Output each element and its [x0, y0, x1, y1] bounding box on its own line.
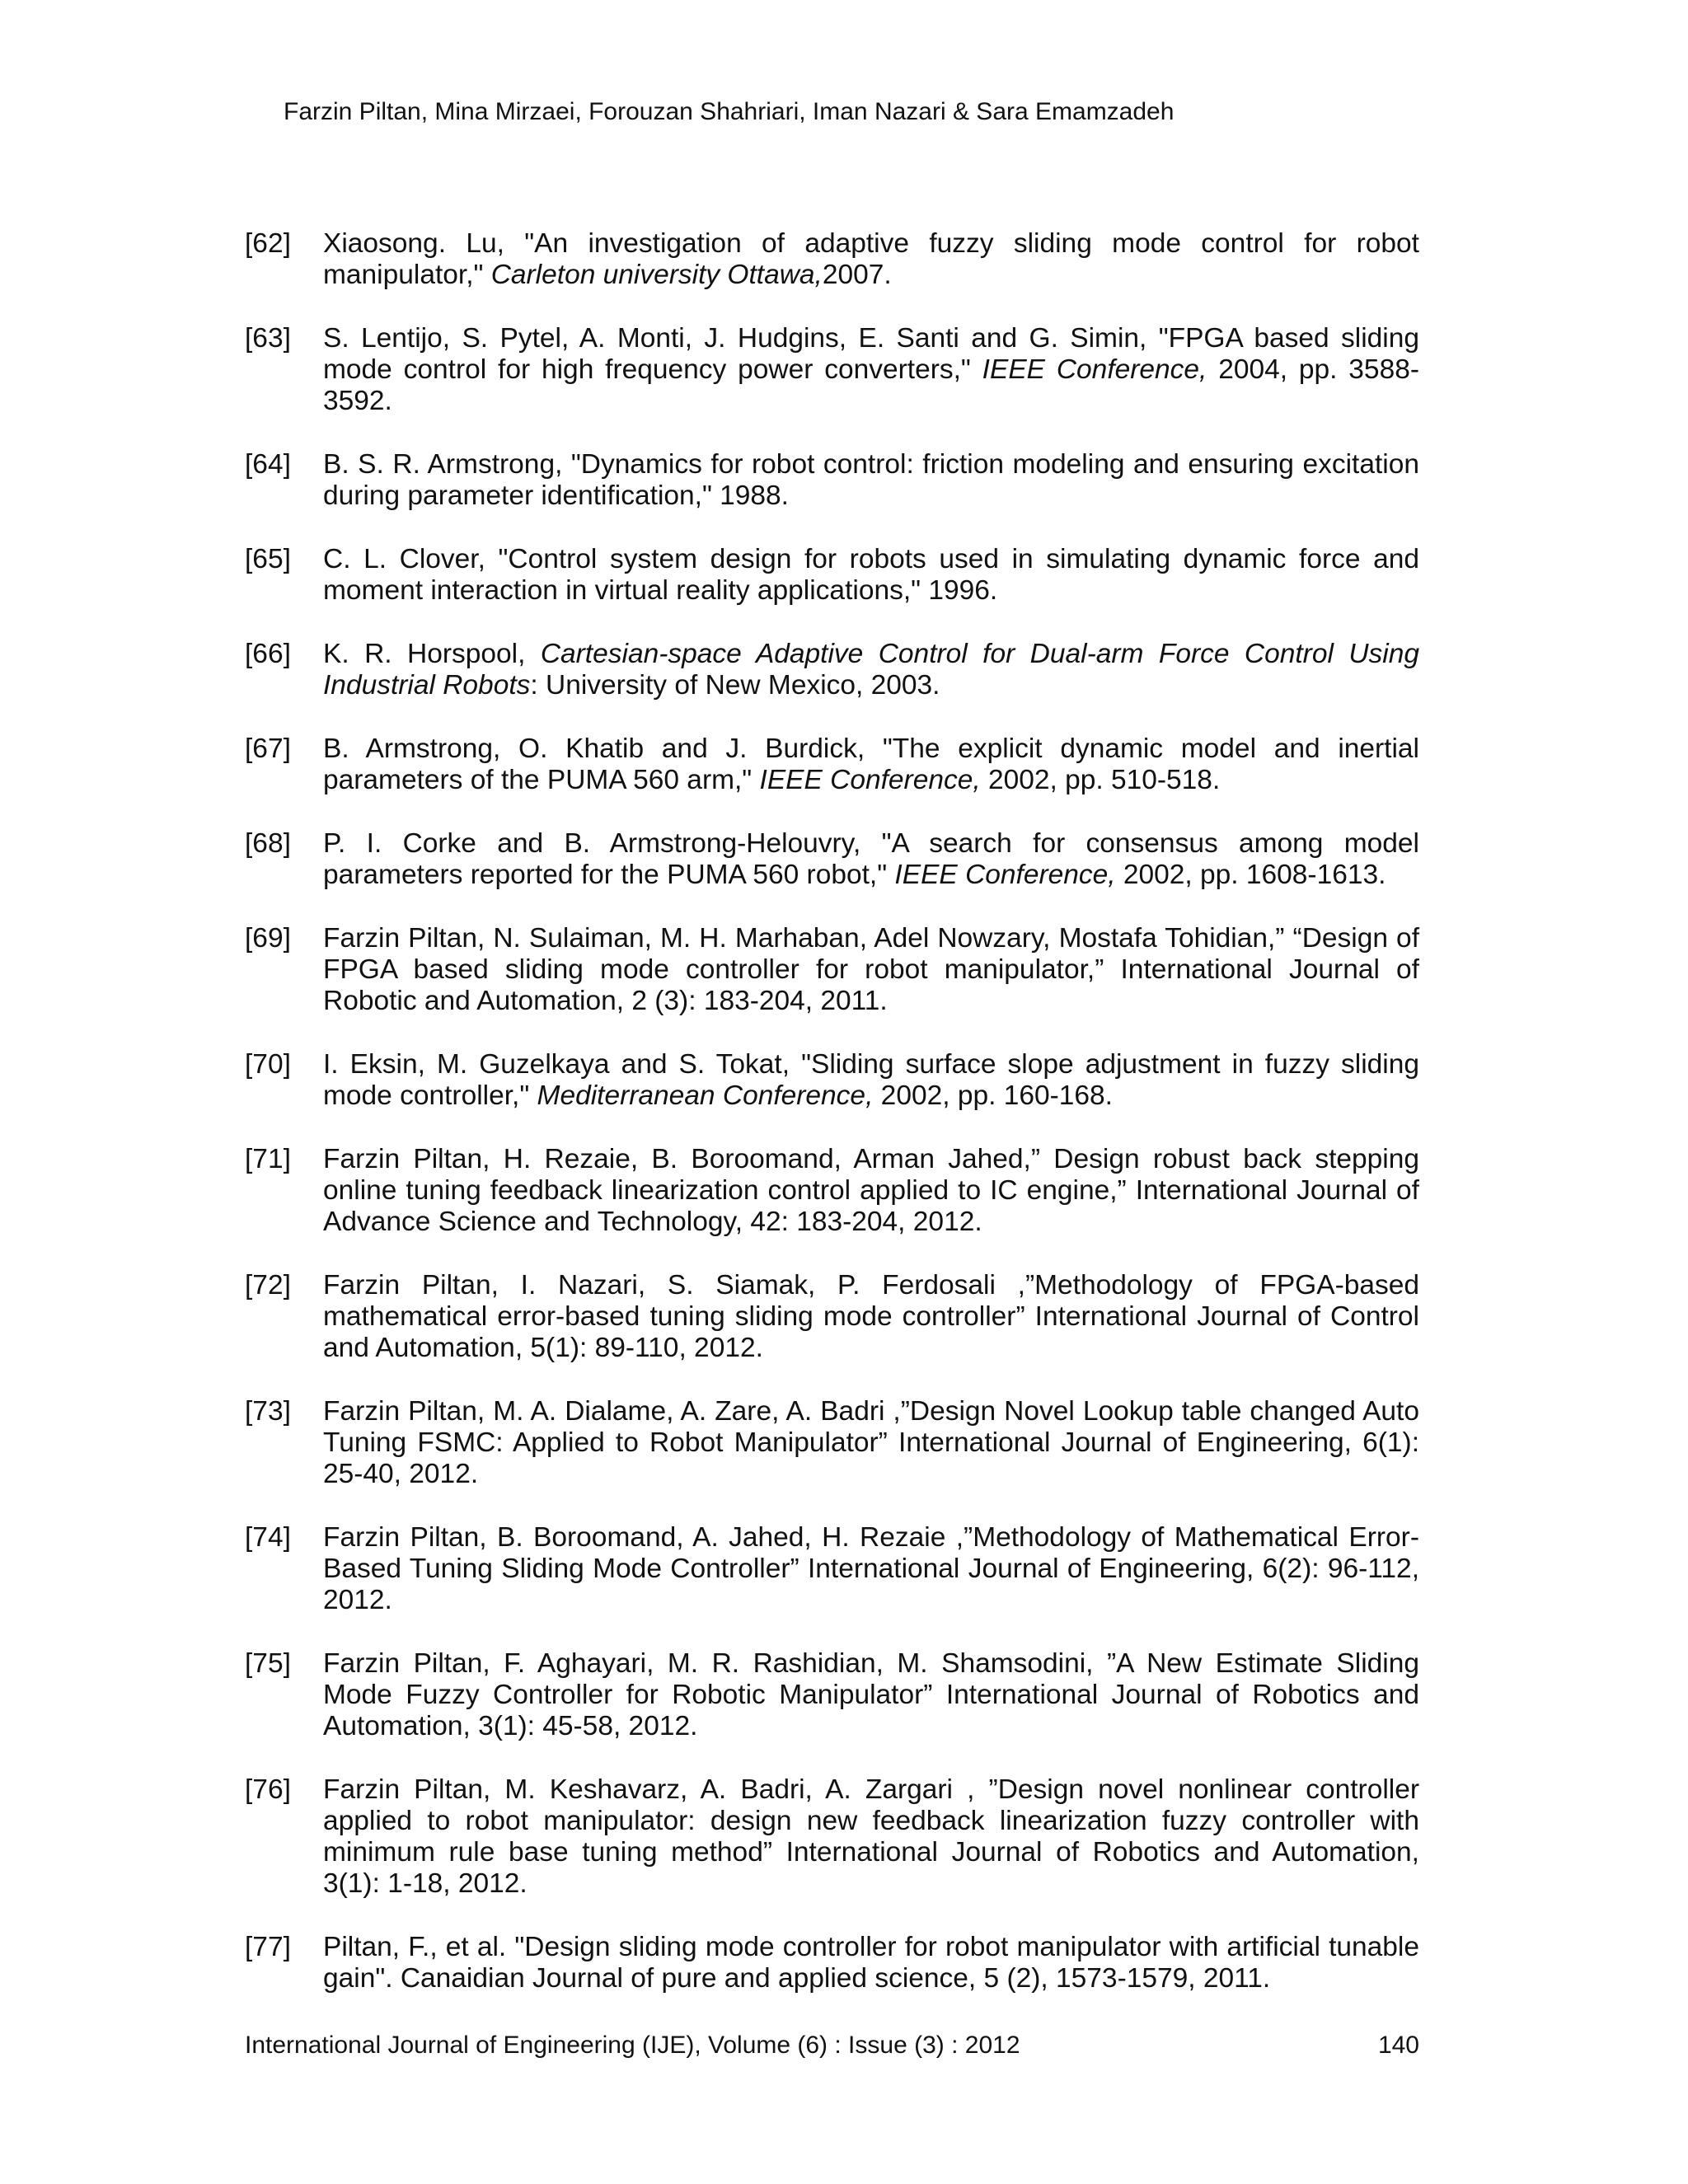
reference-italic-text: IEEE Conference,: [894, 860, 1116, 890]
reference-text: [323, 828, 1419, 891]
running-header: Farzin Piltan, Mina Mirzaei, Forouzan Shahriari, Iman Nazari & Sara Emamzadeh: [284, 98, 1175, 125]
reference-text-run: 2007.: [822, 260, 892, 290]
reference-text: [323, 1522, 1419, 1616]
reference-number: [76]: [245, 1774, 291, 1805]
reference-entry: [245, 1270, 1419, 1364]
reference-entry: [245, 1522, 1419, 1616]
reference-text-run: Farzin Piltan, M. Keshavarz, A. Badri, A. Zargari , ”Design novel nonlinear controller applied to robot manipulator: design new feedback linearization fuzzy controller with minimum rule base tuning method” International Journal of Robotics and Automation, 3(1): 1-18, 2012.: [323, 1774, 1419, 1899]
reference-entry: [245, 544, 1419, 607]
reference-number: [74]: [245, 1522, 291, 1553]
reference-text: [323, 1396, 1419, 1490]
reference-italic-text: Cartesian-space Adaptive Control for Dual-arm Force Control Using Industrial Robots: [323, 639, 1419, 701]
reference-text-run: 2002, pp. 510-518.: [980, 765, 1221, 795]
reference-text-run: K. R. Horspool,: [323, 639, 541, 669]
reference-number: [73]: [245, 1396, 291, 1427]
reference-italic-text: IEEE Conference,: [982, 354, 1207, 385]
page-number: 140: [1377, 2032, 1419, 2059]
reference-text-run: I. Eksin, M. Guzelkaya and S. Tokat, "Sliding surface slope adjustment in fuzzy sliding mode controller,": [323, 1049, 1419, 1111]
page-footer: [245, 2031, 1419, 2060]
reference-text: [323, 228, 1419, 291]
reference-entry: [245, 1049, 1419, 1112]
reference-text-run: S. Lentijo, S. Pytel, A. Monti, J. Hudgins, E. Santi and G. Simin, "FPGA based sliding mode control for high frequency power converters,": [323, 323, 1419, 385]
footer-journal: International Journal of Engineering (IJE), Volume (6) : Issue (3) : 2012: [245, 2032, 1020, 2059]
reference-text-run: Farzin Piltan, N. Sulaiman, M. H. Marhaban, Adel Nowzary, Mostafa Tohidian,” “Design of FPGA based sliding mode controller for robot manipulator,” International Journal of Robotic and Automation, 2 (3): 183-204, 2011.: [323, 923, 1419, 1016]
reference-entry: [245, 228, 1419, 291]
reference-text-run: Farzin Piltan, B. Boroomand, A. Jahed, H. Rezaie ,”Methodology of Mathematical Error-Based Tuning Sliding Mode Controller” International Journal of Engineering, 6(2): 96-112, 2012.: [323, 1522, 1419, 1615]
reference-number: [75]: [245, 1648, 291, 1679]
reference-text-run: P. I. Corke and B. Armstrong-Helouvry, "A search for consensus among model parameters reported for the PUMA 560 robot,": [323, 828, 1419, 890]
reference-number: [68]: [245, 828, 291, 859]
reference-text-run: B. S. R. Armstrong, "Dynamics for robot control: friction modeling and ensuring excitation during parameter identification," 1988.: [323, 449, 1419, 511]
reference-entry: [245, 449, 1419, 512]
reference-number: [62]: [245, 228, 291, 259]
reference-number: [65]: [245, 544, 291, 574]
reference-italic-text: Carleton university Ottawa,: [490, 260, 823, 290]
reference-text-run: Xiaosong. Lu, "An investigation of adaptive fuzzy sliding mode control for robot manipulator,": [323, 228, 1419, 290]
reference-number: [72]: [245, 1270, 291, 1301]
reference-entry: [245, 1774, 1419, 1900]
reference-text: [323, 1049, 1419, 1112]
reference-text: [323, 639, 1419, 701]
reference-entry: [245, 733, 1419, 796]
reference-text-run: 2002, pp. 1608-1613.: [1115, 860, 1386, 890]
reference-text-run: C. L. Clover, "Control system design for robots used in simulating dynamic force and moment interaction in virtual reality applications," 1996.: [323, 544, 1419, 606]
reference-number: [64]: [245, 449, 291, 480]
reference-text-run: Farzin Piltan, H. Rezaie, B. Boroomand, Arman Jahed,” Design robust back stepping online tuning feedback linearization control applied to IC engine,” International Journal of Advance Science and Technology, 42: 183-204, 2012.: [323, 1144, 1419, 1237]
reference-italic-text: IEEE Conference,: [759, 765, 981, 795]
reference-text: [323, 733, 1419, 796]
reference-text: [323, 544, 1419, 607]
reference-text-run: 2002, pp. 160-168.: [873, 1080, 1113, 1111]
reference-number: [77]: [245, 1932, 291, 1962]
reference-text: [323, 1932, 1419, 1994]
reference-number: [70]: [245, 1049, 291, 1080]
reference-text-run: Farzin Piltan, F. Aghayari, M. R. Rashidian, M. Shamsodini, ”A New Estimate Sliding Mode Fuzzy Controller for Robotic Manipulator” International Journal of Robotics and Automation, 3(1): 45-58, 2012.: [323, 1648, 1419, 1741]
reference-entry: [245, 1396, 1419, 1490]
reference-text-run: Piltan, F., et al. "Design sliding mode controller for robot manipulator with artificial tunable gain". Canaidian Journal of pure and applied science, 5 (2), 1573-1579, 2011.: [323, 1932, 1419, 1994]
reference-text-run: : University of New Mexico, 2003.: [530, 670, 940, 701]
reference-number: [69]: [245, 923, 291, 954]
reference-number: [71]: [245, 1144, 291, 1174]
reference-number: [63]: [245, 323, 291, 354]
reference-number: [66]: [245, 639, 291, 669]
reference-text: [323, 1774, 1419, 1900]
reference-text-run: B. Armstrong, O. Khatib and J. Burdick, "The explicit dynamic model and inertial parameters of the PUMA 560 arm,": [323, 733, 1419, 795]
reference-list: [245, 228, 1419, 2027]
reference-entry: [245, 1932, 1419, 1994]
reference-text: [323, 1648, 1419, 1742]
reference-text: [323, 923, 1419, 1017]
reference-text: [323, 323, 1419, 417]
reference-entry: [245, 923, 1419, 1017]
reference-number: [67]: [245, 733, 291, 764]
reference-entry: [245, 828, 1419, 891]
reference-text-run: 2004, pp. 3588-3592.: [323, 354, 1419, 416]
reference-entry: [245, 1648, 1419, 1742]
reference-text-run: Farzin Piltan, I. Nazari, S. Siamak, P. Ferdosali ,”Methodology of FPGA-based mathematical error-based tuning sliding mode controller” International Journal of Control and Automation, 5(1): 89-110, 2012.: [323, 1270, 1419, 1363]
reference-text: [323, 1144, 1419, 1238]
reference-italic-text: Mediterranean Conference,: [537, 1080, 874, 1111]
reference-entry: [245, 639, 1419, 701]
reference-entry: [245, 323, 1419, 417]
reference-text-run: Farzin Piltan, M. A. Dialame, A. Zare, A. Badri ,”Design Novel Lookup table changed Auto Tuning FSMC: Applied to Robot Manipulator” International Journal of Engineering, 6(1): 25-40, 2012.: [323, 1396, 1419, 1489]
reference-text: [323, 449, 1419, 512]
reference-entry: [245, 1144, 1419, 1238]
reference-text: [323, 1270, 1419, 1364]
